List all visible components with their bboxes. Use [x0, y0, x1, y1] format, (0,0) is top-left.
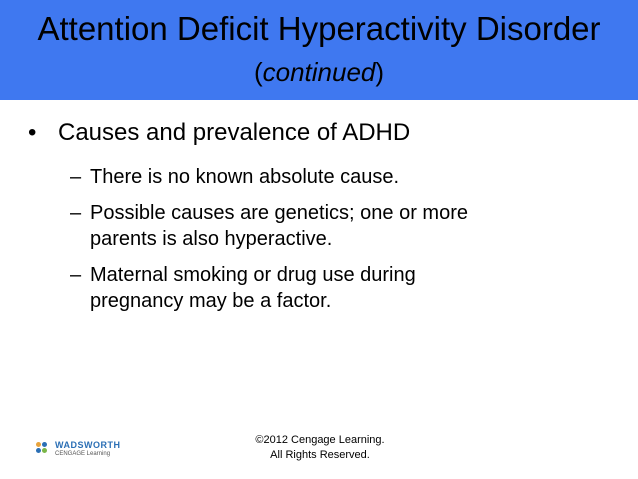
copyright-notice	[200, 433, 440, 463]
logo-mark-icon	[36, 442, 50, 456]
subtitle-close-paren: )	[375, 57, 385, 87]
dash-marker: –	[70, 202, 82, 224]
copyright-line: All Rights Reserved.	[270, 449, 370, 461]
bullet-text: Causes and prevalence of ADHD	[58, 119, 411, 146]
subtitle-open-paren: (	[253, 57, 263, 87]
sub-item-line: Possible causes are genetics; one or more	[90, 202, 468, 224]
subtitle-continued: continued	[262, 57, 376, 87]
logo-subtext: CENGAGE Learning	[55, 451, 111, 457]
copyright-line: ©2012 Cengage Learning.	[255, 434, 385, 446]
sub-item	[70, 200, 468, 252]
sub-item-line: Maternal smoking or drug use during	[90, 264, 416, 286]
wadsworth-logo	[36, 438, 136, 464]
sub-item	[70, 164, 399, 190]
bullet-marker: •	[28, 119, 37, 146]
sub-item-line: pregnancy may be a factor.	[90, 290, 332, 312]
dash-marker: –	[70, 166, 82, 188]
slide-title: Attention Deficit Hyperactivity Disorder	[37, 10, 601, 47]
sub-item	[70, 262, 416, 314]
dash-marker: –	[70, 264, 82, 286]
bullet-item	[28, 118, 410, 148]
logo-wordmark: WADSWORTH	[55, 440, 121, 450]
sub-item-line: parents is also hyperactive.	[90, 228, 333, 250]
sub-item-line: There is no known absolute cause.	[90, 166, 400, 188]
